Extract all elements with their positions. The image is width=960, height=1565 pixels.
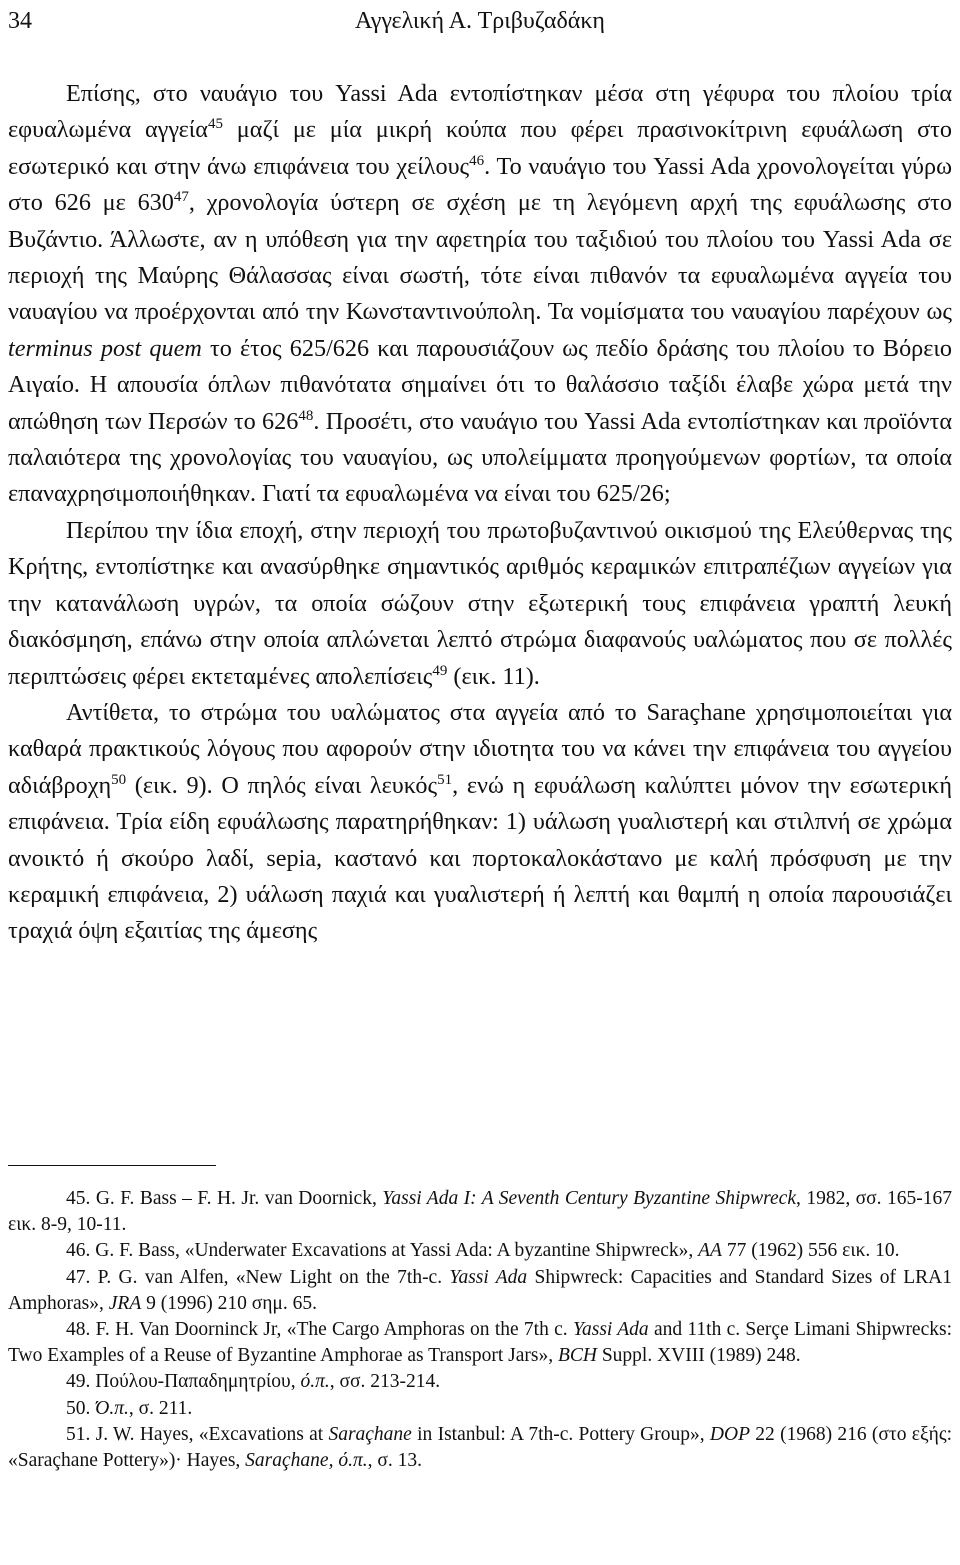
text-run: , σ. 13. <box>367 1450 422 1472</box>
text-run: 46. G. F. Bass, «Underwater Excavations at Yassi Ada: A byzantine Shipwreck», <box>66 1240 699 1262</box>
text-run: , σ. 211. <box>128 1397 193 1419</box>
italic-text: Yassi Ada <box>449 1266 528 1288</box>
text-run: μαζί με μία μικρή κούπα που φέρει πρασινοκίτρινη εφυάλωση στο εσωτερικό και στην άνω επιφάνεια του χείλους <box>8 116 952 180</box>
text-run: in Istanbul: A 7th-c. Pottery Group», <box>411 1423 710 1445</box>
footnote-ref: 50 <box>111 771 127 788</box>
italic-text: Saraçhane <box>328 1423 412 1445</box>
text-run: Αντίθετα, το στρώμα του υαλώματος στα αγγεία από το Saraçhane χρησιμοποιείται για καθαρά πρακτικούς λόγους που αφορούν στην ιδιοτητα του να κάνει την επιφάνεια του αγγείου αδιάβροχη <box>8 698 952 799</box>
text-run: 49. Πούλου-Παπαδημητρίου, <box>66 1371 301 1393</box>
italic-text: Yassi Ada <box>572 1319 649 1341</box>
text-run: , ενώ η εφυάλωση καλύπτει μόνον την εσωτερική επιφάνεια. Τρία είδη εφυάλωσης παρατηρήθηκαν: 1) υάλωση γυαλιστερή και στιλπνή σε χρώμα ανοικτό ή σκούρο λαδί, sepia, καστανό και πορτοκαλοκάστανο με καλή πρόσφυση με την κεραμική επιφάνεια, 2) υάλωση παχιά και γυαλιστερή ή λεπτή και θαμπή η οποία παρουσιάζει τραχιά όψη εξαιτίας της άμεσης <box>8 771 952 945</box>
footnote-ref: 48 <box>298 407 314 424</box>
text-run: το έτος 625/626 και παρουσιάζουν ως πεδίο δράσης του πλοίου το Βόρειο Αιγαίο. Η απουσία όπλων πιθανότατα σημαίνει ότι το θαλάσσιο ταξίδι έλαβε χώρα μετά την απώθηση των Περσών το 626 <box>8 334 952 435</box>
footnotes <box>8 1186 952 1474</box>
footnote-ref: 51 <box>437 771 453 788</box>
footnote <box>8 1317 952 1369</box>
paragraph <box>8 513 952 695</box>
text-run: Περίπου την ίδια εποχή, στην περιοχή του πρωτοβυζαντινού οικισμού της Ελεύθερνας της Κρήτης, εντοπίστηκε και ανασύρθηκε σημαντικός αριθμός κεραμικών επιτραπέζιων αγγείων για την κατανάλωση υγρών, τα οποία σώζουν στην εξωτερική τους επιφάνεια γραπτή λευκή διακόσμηση, επάνω στην οποία απλώνεται λεπτό στρώμα διαφανούς υαλώματος που σε πολλές περιπτώσεις φέρει εκτεταμένες απολεπίσεις <box>8 516 952 690</box>
footnote <box>8 1422 952 1474</box>
text-run: Επίσης, στο ναυάγιο του Yassi Ada εντοπίστηκαν μέσα στη γέφυρα του πλοίου τρία εφυαλωμένα αγγεία <box>8 80 952 144</box>
paragraph <box>8 76 952 513</box>
italic-text: AA <box>698 1240 722 1262</box>
footnote <box>8 1369 952 1395</box>
footnote-ref: 47 <box>173 189 189 206</box>
text-run: 51. J. W. Hayes, «Excavations at <box>66 1423 329 1445</box>
text-run: Suppl. XVIII (1989) 248. <box>596 1345 801 1367</box>
italic-text: ό.π. <box>300 1371 330 1393</box>
italic-text: JRA <box>108 1292 142 1314</box>
running-head: Αγγελική Α. Τριβυζαδάκη <box>355 8 605 34</box>
text-run: Shipwreck: Capacities and Standard Sizes of LRA1 Amphoras», <box>8 1266 952 1314</box>
footnote-ref: 46 <box>469 152 485 169</box>
footnote-ref: 49 <box>432 662 448 679</box>
text-run: (εικ. 9). Ο πηλός είναι λευκός <box>126 771 438 799</box>
footnote <box>8 1186 952 1238</box>
footnote-ref: 45 <box>207 116 223 133</box>
page-header <box>8 4 952 38</box>
text-run: (εικ. 11). <box>447 662 540 690</box>
text-run: 9 (1996) 210 σημ. 65. <box>141 1292 318 1314</box>
text-run: . Προσέτι, στο ναυάγιο του Yassi Ada εντοπίστηκαν και προϊόντα παλαιότερα της χρονολογίας του ναυαγίου, ως υπολείμματα προηγούμενων φορτίων, τα οποία επαναχρησιμοποιήθηκαν. Γιατί τα εφυαλωμένα να είναι του 625/26; <box>8 407 952 508</box>
text-run: and 11th c. Serçe Limani Shipwrecks: Two Examples of a Reuse of Byzantine Amphorae as Transport Jars», <box>8 1319 952 1367</box>
page-number: 34 <box>8 8 32 34</box>
footnote <box>8 1265 952 1317</box>
italic-text: DOP <box>709 1423 750 1445</box>
footnote <box>8 1396 952 1422</box>
footnote-separator <box>8 1165 216 1166</box>
text-run: . Το ναυάγιο του Yassi Ada χρονολογείται γύρω στο 626 με 630 <box>8 152 952 217</box>
text-run: 50. <box>66 1397 96 1419</box>
text-run: 45. G. F. Bass – F. H. Jr. van Doornick, <box>66 1188 383 1209</box>
italic-text: Ό.π. <box>95 1397 129 1419</box>
body-text <box>8 76 952 950</box>
text-run: 48. F. H. Van Doorninck Jr, «The Cargo Amphoras on the 7th c. <box>66 1319 573 1341</box>
text-run: 22 (1968) 216 (στο εξής: «Saraçhane Pottery»)· Hayes, <box>8 1423 952 1472</box>
italic-text: Yassi Ada I: A Seventh Century Byzantine Shipwreck <box>382 1188 796 1209</box>
text-run: , σσ. 213-214. <box>329 1371 441 1393</box>
italic-text: BCH <box>557 1345 597 1367</box>
footnote <box>8 1238 952 1264</box>
text-run: , χρονολογία ύστερη σε σχέση με τη λεγόμενη αρχή της εφυάλωσης στο Βυζάντιο. Άλλωστε, αν η υπόθεση για την αφετηρία του ταξιδιού του πλοίου του Yassi Ada σε περιοχή της Μαύρης Θάλασσας είναι σωστή, τότε είναι πιθανόν τα εφυαλωμένα αγγεία του ναυαγίου να προέρχονται από την Κωνσταντινούπολη. Τα νομίσματα του ναυαγίου παρέχουν ως <box>8 189 952 326</box>
paragraph <box>8 695 952 950</box>
italic-text: Saraçhane, ό.π. <box>245 1450 368 1472</box>
text-run: 47. P. G. van Alfen, «New Light on the 7th-c. <box>66 1266 450 1288</box>
italic-text: terminus post quem <box>8 334 202 362</box>
text-run: 77 (1962) 556 εικ. 10. <box>721 1240 900 1262</box>
text-run: , 1982, σσ. 165-167 εικ. 8-9, 10-11. <box>8 1188 952 1236</box>
